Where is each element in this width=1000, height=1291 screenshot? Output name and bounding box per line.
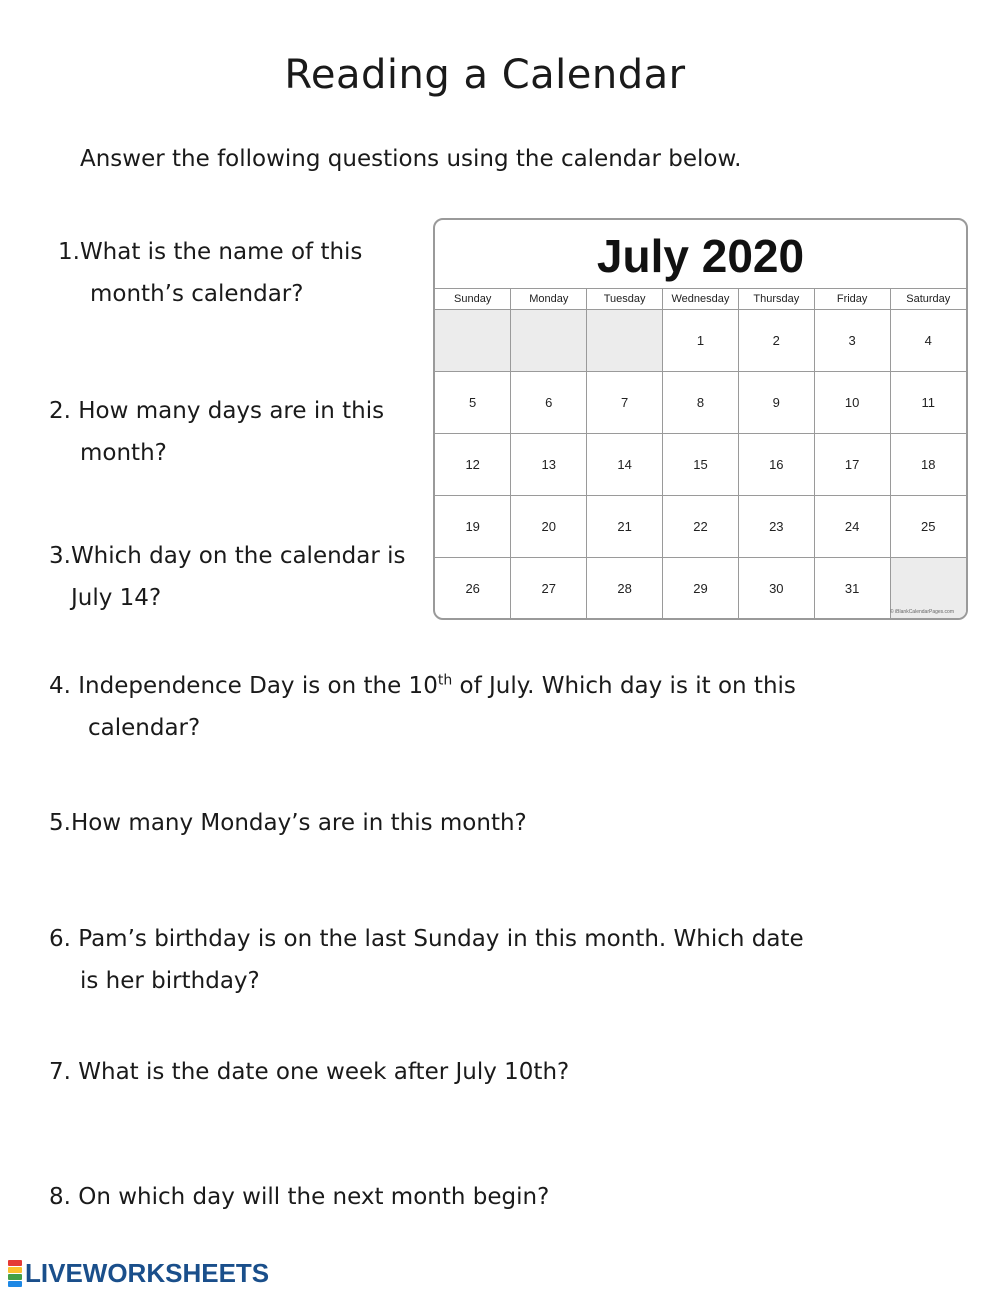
question-text: calendar? <box>88 715 201 741</box>
question-text: 1.What is the name of this <box>58 239 363 265</box>
weekday-header: Saturday <box>890 289 966 310</box>
calendar-day-cell: 29 <box>663 558 739 620</box>
calendar-day-cell: 1 <box>663 310 739 372</box>
calendar-day-cell: 23 <box>738 496 814 558</box>
calendar-week-row <box>435 558 966 620</box>
ordinal-suffix: th <box>437 672 453 689</box>
calendar-day-cell: 30 <box>738 558 814 620</box>
question-text: of July. Which day is it on this <box>452 673 796 699</box>
question-1 <box>58 231 362 315</box>
calendar-day-cell: 3 <box>814 310 890 372</box>
weekday-header: Monday <box>511 289 587 310</box>
weekday-header: Tuesday <box>587 289 663 310</box>
calendar-day-cell: 31 <box>814 558 890 620</box>
page-title: Reading a Calendar <box>284 52 686 98</box>
question-text: 5.How many Monday’s are in this month? <box>49 810 527 836</box>
calendar-week-row <box>435 496 966 558</box>
calendar <box>433 218 968 620</box>
calendar-day-cell: 13 <box>511 434 587 496</box>
calendar-day-cell: 28 <box>587 558 663 620</box>
question-text: month? <box>80 440 167 466</box>
calendar-day-cell: 27 <box>511 558 587 620</box>
question-2 <box>49 390 384 474</box>
weekday-header: Thursday <box>738 289 814 310</box>
question-7 <box>49 1051 569 1093</box>
footer-logo <box>8 1259 269 1287</box>
calendar-day-cell: 19 <box>435 496 511 558</box>
calendar-day-cell: 8 <box>663 372 739 434</box>
calendar-day-cell: 22 <box>663 496 739 558</box>
logo-stripe <box>8 1260 22 1266</box>
calendar-day-cell: 5 <box>435 372 511 434</box>
calendar-day-cell: 9 <box>738 372 814 434</box>
question-text: is her birthday? <box>80 968 260 994</box>
calendar-day-cell: 26 <box>435 558 511 620</box>
calendar-day-cell: 25 <box>890 496 966 558</box>
logo-stripe <box>8 1281 22 1287</box>
question-3 <box>49 535 406 619</box>
calendar-day-cell: 16 <box>738 434 814 496</box>
calendar-week-row <box>435 310 966 372</box>
calendar-credit: © iBlankCalendarPages.com <box>890 609 954 615</box>
calendar-day-cell: 12 <box>435 434 511 496</box>
calendar-day-cell: 20 <box>511 496 587 558</box>
question-5 <box>49 802 527 844</box>
brand-name: LIVEWORKSHEETS <box>25 1257 270 1288</box>
calendar-day-cell: 11 <box>890 372 966 434</box>
calendar-empty-cell <box>511 310 587 372</box>
weekday-header-row <box>435 289 966 310</box>
calendar-day-cell: 21 <box>587 496 663 558</box>
logo-stripe <box>8 1267 22 1273</box>
calendar-day-cell: 4 <box>890 310 966 372</box>
calendar-empty-cell <box>435 310 511 372</box>
calendar-title: July 2020 <box>596 230 805 282</box>
weekday-header: Wednesday <box>663 289 739 310</box>
weekday-header: Friday <box>814 289 890 310</box>
calendar-week-row <box>435 372 966 434</box>
calendar-grid <box>435 288 966 619</box>
question-4 <box>49 665 796 749</box>
question-text: 2. How many days are in this <box>49 398 385 424</box>
calendar-week-row <box>435 434 966 496</box>
calendar-day-cell: 14 <box>587 434 663 496</box>
logo-stripe <box>8 1274 22 1280</box>
question-text: 6. Pam’s birthday is on the last Sunday in this month. Which date <box>49 926 804 952</box>
weekday-header: Sunday <box>435 289 511 310</box>
question-text: month’s calendar? <box>90 281 304 307</box>
instructions: Answer the following questions using the calendar below. <box>80 146 742 172</box>
question-text: 8. On which day will the next month begin? <box>49 1184 550 1210</box>
calendar-empty-cell <box>587 310 663 372</box>
calendar-day-cell: 10 <box>814 372 890 434</box>
calendar-day-cell: 2 <box>738 310 814 372</box>
question-8 <box>49 1176 549 1218</box>
calendar-day-cell: 18 <box>890 434 966 496</box>
calendar-day-cell: 17 <box>814 434 890 496</box>
question-text: 4. Independence Day is on the 10 <box>49 673 438 699</box>
calendar-day-cell: 15 <box>663 434 739 496</box>
liveworksheets-logo-icon <box>8 1260 22 1287</box>
question-text: July 14? <box>71 585 162 611</box>
calendar-day-cell: 24 <box>814 496 890 558</box>
calendar-day-cell: 6 <box>511 372 587 434</box>
question-6 <box>49 918 804 1002</box>
question-text: 7. What is the date one week after July 10th? <box>49 1059 570 1085</box>
calendar-day-cell: 7 <box>587 372 663 434</box>
question-text: 3.Which day on the calendar is <box>49 543 406 569</box>
